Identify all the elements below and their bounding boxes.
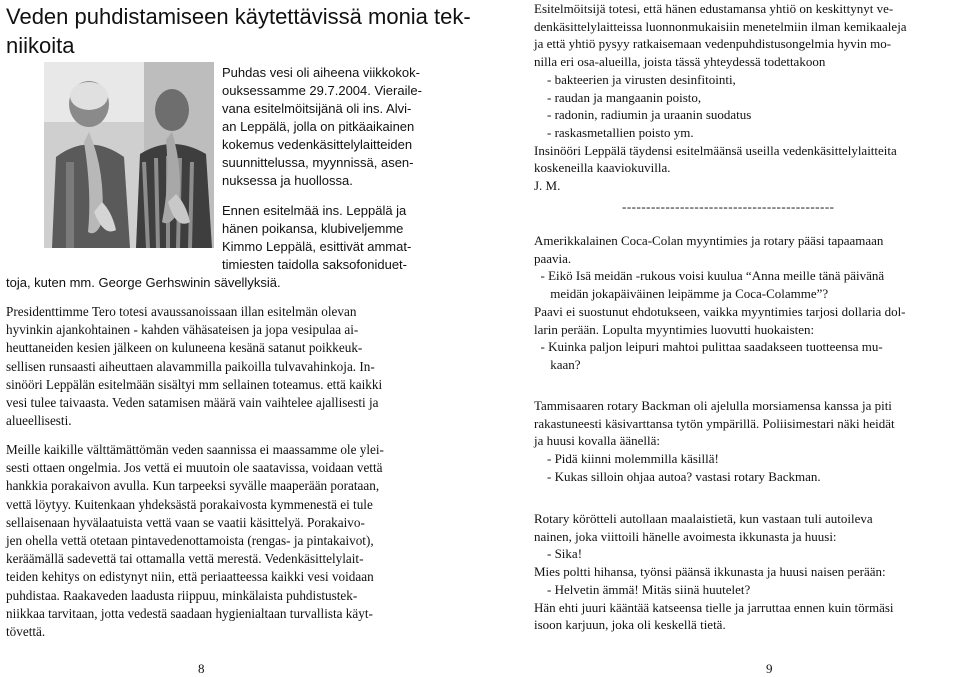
text-line: Tammisaaren rotary Backman oli ajelulla morsiamensa kanssa ja piti [534, 398, 892, 413]
page-number-right: 9 [766, 661, 773, 676]
text-line: Amerikkalainen Coca-Colan myyntimies ja rotary pääsi tapaamaan [534, 233, 884, 248]
title-line: niikoita [6, 33, 75, 58]
caption-line: suunnittelussa, myynnissä, asen- [222, 155, 414, 170]
text-line: - Helvetin ämmä! Mitäs siinä huutelet? [534, 581, 751, 597]
text-line: sinööri Leppälän esitelmään sisältyi mm sellainen toteamus. että kaikki [6, 376, 383, 392]
text-line: - Kukas silloin ohjaa autoa? vastasi rotary Backman. [534, 468, 821, 484]
text-line: vettä löytyy. Kuitenkaan yhdeksästä porakaivosta kymmenestä ei tule [6, 496, 373, 512]
text-line: - Eikö Isä meidän -rukous voisi kuulua “Anna meille tänä päivänä [534, 268, 885, 284]
article-continuation [534, 0, 958, 195]
text-line: Insinööri Leppälä täydensi esitelmäänsä useilla vedenkäsittelylaitteita [534, 142, 897, 158]
article-paragraph-2 [6, 441, 430, 641]
text-line: - Kuinka paljon leipuri mahtoi pulittaa saadakseen tuotteensa mu- [534, 339, 883, 355]
title-line: Veden puhdistamiseen käytettävissä monia tek- [6, 4, 471, 29]
joke-road [534, 510, 958, 634]
text-line: heuttaneiden kesien jälkeen on kuluneena kesänä satanut poikkeuk- [6, 340, 363, 356]
separator-line: -------------------------------------------- [622, 199, 835, 214]
caption-line: toja, kuten mm. George Gerhswinin sävellyksiä. [6, 275, 281, 290]
caption-intro [222, 64, 428, 190]
text-line: tövettä. [6, 624, 46, 640]
caption-line: timiesten taidolla saksofoniduet- [222, 257, 407, 272]
text-line: Presidenttimme Tero totesi avaussanoissaan illan esitelmän olevan [6, 304, 357, 319]
page-number-left: 8 [198, 661, 205, 676]
text-line: kaan? [534, 356, 581, 372]
caption-line: an Leppälä, jolla on pitkäaikainen [222, 119, 415, 134]
text-line: jen ohella vettä otetaan pintavedenottamoista (rengas- ja pintakaivot), [6, 533, 374, 549]
text-line: denkäsittelylaitteissa luonnonmukaisiin menetelmiin ilman kemikaaleja [534, 18, 907, 34]
text-line: sellaisenaan hyvälaatuista vettä vaan se vaatii käsittelyä. Porakaivo- [6, 514, 365, 530]
text-line: alueellisesti. [6, 413, 72, 429]
caption-line: Puhdas vesi oli aiheena viikkokok- [222, 65, 420, 80]
text-line: isoon karjuun, joka oli keskellä tietä. [534, 617, 726, 633]
caption-line: Ennen esitelmää ins. Leppälä ja [222, 203, 407, 218]
caption-music [222, 202, 428, 274]
text-line: sellisen runsaasti aiheuttaen alavammilla paikoilla tulvavahinkoja. In- [6, 358, 375, 374]
text-line: ja että yhtiö pysyy ratkaisemaan vedenpuhdistusongelmia hyvin mo- [534, 36, 892, 52]
list-item: - radonin, radiumin ja uraanin suodatus [534, 107, 752, 123]
text-line: nilla eri osa-alueilla, joista tässä yhteydessä todettakoon [534, 54, 826, 70]
joke-coca-cola [534, 232, 958, 374]
text-line: nainen, joka viittoili hänelle avoimesta ikkunasta ja huusi: [534, 528, 837, 544]
text-line: ja huusi kovalla äänellä: [534, 433, 660, 449]
caption-line: ouksessamme 29.7.2004. Vieraile- [222, 83, 422, 98]
saxophone-duet-photo [44, 62, 214, 248]
text-line: meidän jokapäiväinen leipämme ja Coca-Colamme”? [534, 286, 829, 302]
caption-line: nuksessa ja huollossa. [222, 173, 353, 188]
article-paragraph-1 [6, 303, 430, 430]
text-line: Paavi ei suostunut ehdotukseen, vaikka myyntimies tarjosi dollaria dol- [534, 303, 906, 319]
text-line: sesti ottaen ongelmia. Jos vettä ei muutoin ole saatavissa, voidaan vettä [6, 460, 383, 476]
photo-illustration [44, 62, 214, 248]
text-line: niikkaa tarvitaan, jotta vedestä saadaan hygienialtaan turvallista käyt- [6, 605, 373, 621]
text-line: rakastuneesti käsivarttansa tytön ympärillä. Poliisimestari näki heidät [534, 415, 895, 431]
text-line: hankkia porakaivon avulla. Kun tarpeeksi syvälle maaperään porataan, [6, 478, 380, 494]
text-line: puhdistaa. Raakaveden laadusta riippuu, minkälaista puhdistustek- [6, 587, 358, 603]
text-line: hyvinkin ajankohtainen - kahden vähäsateisen ja jopa vesipulaa ai- [6, 322, 359, 338]
article-title [6, 2, 471, 60]
text-line: - Pidä kiinni molemmilla käsillä! [534, 451, 719, 467]
author-signature: J. M. [534, 178, 561, 194]
text-line: Meille kaikille välttämättömän veden saannissa ei maassamme ole ylei- [6, 442, 384, 457]
list-item: - raudan ja mangaanin poisto, [534, 89, 702, 105]
text-line: - Sika! [534, 546, 583, 562]
text-line: paavia. [534, 250, 572, 266]
text-line: Rotary körötteli autollaan maalaistietä, kun vastaan tuli autoileva [534, 511, 873, 526]
text-line: Hän ehti juuri kääntää katseensa tielle ja jarruttaa ennen kuin törmäsi [534, 599, 894, 615]
text-line: Esitelmöitsijä totesi, että hänen edustamansa yhtiö on keskittynyt ve- [534, 1, 894, 16]
caption-line: Kimmo Leppälä, esittivät ammat- [222, 239, 412, 254]
joke-backman [534, 397, 958, 486]
text-line: larin perään. Lopulta myyntimies luovutti huokaisten: [534, 321, 815, 337]
text-line: teiden kehitys on edistynyt niin, että periaatteessa kaikki vesi voidaan [6, 569, 374, 585]
caption-line: vana esitelmöitsijänä oli ins. Alvi- [222, 101, 412, 116]
list-item: - raskasmetallien poisto ym. [534, 124, 694, 140]
caption-line: kokemus vedenkäsittelylaitteiden [222, 137, 413, 152]
text-line: koskeneilla kaaviokuvilla. [534, 160, 671, 176]
list-item: - bakteerien ja virusten desinfitointi, [534, 71, 736, 87]
caption-line: hänen poikansa, klubiveljemme [222, 221, 404, 236]
text-line: vesi tulee taivaasta. Veden satamisen määrä vain vaihtelee ajallisesti ja [6, 395, 379, 411]
text-line: keräämällä sadevettä tai ottamalla vettä merestä. Vedenkäsittelylait- [6, 551, 364, 567]
text-line: Mies poltti hihansa, työnsi päänsä ikkunasta ja huusi naisen perään: [534, 564, 886, 580]
caption-tail [6, 274, 426, 292]
